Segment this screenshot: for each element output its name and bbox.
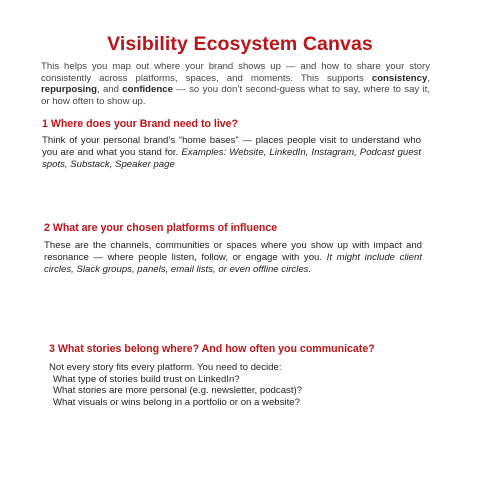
list-item: What stories are more personal (e.g. newsletter, podcast)? xyxy=(53,385,303,397)
intro-bold-repurposing: repurposing xyxy=(41,84,97,96)
section-1-examples: Examples: Website, LinkedIn, Instagram, Podcast guest spots, Substack, Speaker page xyxy=(42,146,421,170)
list-item: Not every story fits every platform. You need to decide: xyxy=(49,362,282,373)
intro-text-2: , xyxy=(427,72,430,84)
intro-bold-consistency: consistency xyxy=(371,72,428,84)
intro-text-3: , and xyxy=(96,84,123,96)
intro-text-1: This helps you map out where your brand shows up — and how to share your story consistently across platforms, spaces, and moments. This supports xyxy=(41,61,430,84)
section-2-examples: It might include client circles, Slack groups, panels, email lists, or even offline circles. xyxy=(44,251,423,275)
section-1-heading: 1 Where does your Brand need to live? xyxy=(42,118,239,130)
intro-bold-confidence: confidence xyxy=(122,84,173,96)
list-item: What visuals or wins belong in a portfolio or on a website? xyxy=(53,396,300,408)
intro-paragraph xyxy=(41,61,430,107)
section-2-body xyxy=(44,240,422,275)
section-3-list xyxy=(49,362,429,408)
section-1-body xyxy=(42,135,421,170)
page-title: Visibility Ecosystem Canvas xyxy=(107,33,373,55)
intro-text-4: — so you don’t second-guess what to say, where to say it, or how often to show up. xyxy=(41,84,430,107)
section-1-text: Think of your personal brand’s “home bases” — places people visit to understand who you are and what you stand for. xyxy=(42,135,421,158)
section-2-heading: 2 What are your chosen platforms of influence xyxy=(44,222,278,234)
section-3-heading: 3 What stories belong where? And how often you communicate? xyxy=(49,343,375,355)
section-2-text: These are the channels, communities or spaces where you show up with impact and resonance — where people listen, follow, or engage with you. xyxy=(44,240,422,263)
list-item: What type of stories build trust on LinkedIn? xyxy=(53,373,240,385)
